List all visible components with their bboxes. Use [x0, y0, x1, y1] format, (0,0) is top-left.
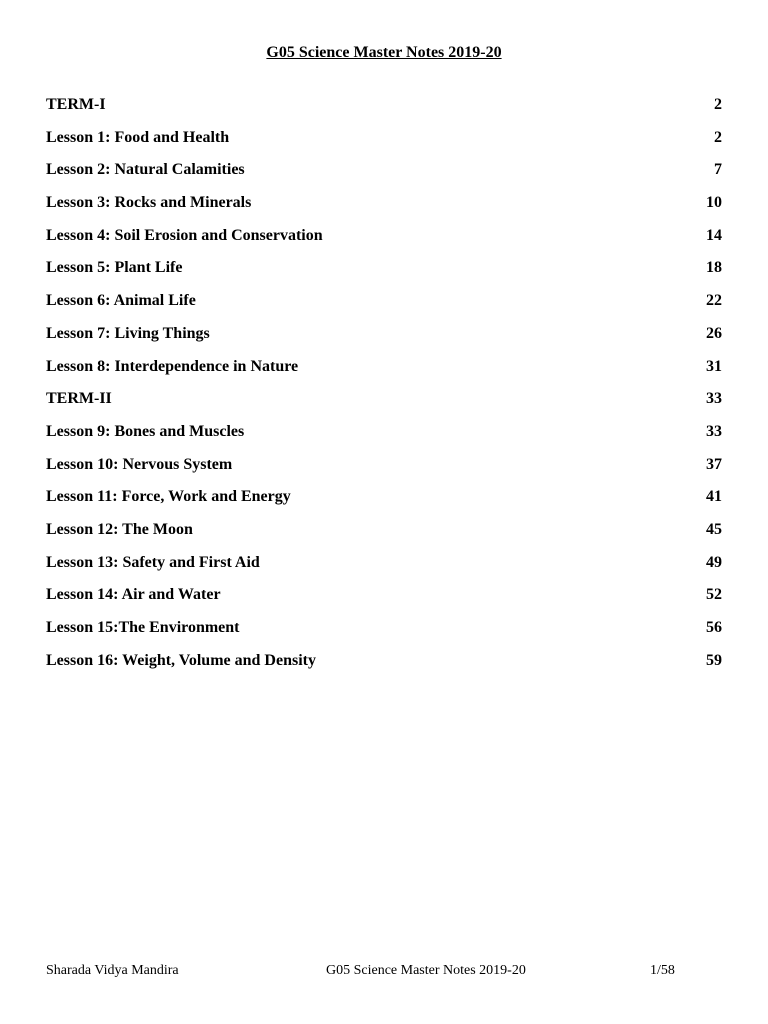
toc-entry-page: 52: [706, 586, 722, 604]
toc-entry-page: 14: [706, 226, 722, 244]
toc-entry-label: TERM-II: [46, 390, 112, 408]
toc-entry-page: 22: [706, 292, 722, 310]
toc-entry-label: Lesson 1: Food and Health: [46, 128, 230, 146]
document-title: G05 Science Master Notes 2019-20: [266, 44, 502, 61]
toc-entry-label: Lesson 11: Force, Work and Energy: [46, 488, 291, 506]
toc-entry-term-2[interactable]: [46, 389, 722, 422]
toc-entry-page: 59: [706, 651, 722, 669]
toc-entry-lesson-12[interactable]: [46, 520, 722, 553]
toc-entry-label: TERM-I: [46, 96, 106, 113]
toc-entry-lesson-4[interactable]: [46, 226, 722, 259]
table-of-contents: [46, 95, 722, 683]
toc-entry-page: 45: [706, 520, 722, 538]
toc-entry-label: Lesson 5: Plant Life: [46, 259, 183, 277]
toc-entry-label: Lesson 6: Animal Life: [46, 292, 196, 310]
toc-entry-page: 41: [706, 488, 722, 506]
toc-entry-lesson-5[interactable]: [46, 258, 722, 291]
toc-entry-label: Lesson 16: Weight, Volume and Density: [46, 651, 316, 669]
toc-entry-page: 7: [714, 161, 722, 179]
toc-entry-lesson-15[interactable]: [46, 618, 722, 651]
toc-entry-lesson-1[interactable]: [46, 128, 722, 161]
toc-entry-label: Lesson 10: Nervous System: [46, 455, 233, 473]
toc-entry-label: Lesson 2: Natural Calamities: [46, 161, 245, 179]
toc-entry-label: Lesson 13: Safety and First Aid: [46, 553, 260, 571]
toc-entry-term-1[interactable]: [46, 95, 722, 128]
toc-entry-page: 37: [706, 455, 722, 473]
toc-entry-lesson-10[interactable]: [46, 455, 722, 488]
toc-entry-label: Lesson 3: Rocks and Minerals: [46, 194, 252, 212]
toc-entry-page: 33: [706, 390, 722, 408]
footer-document-name: G05 Science Master Notes 2019-20: [326, 963, 526, 978]
toc-entry-lesson-6[interactable]: [46, 291, 722, 324]
footer-page-number: 1/58: [650, 963, 675, 978]
toc-entry-page: 10: [706, 194, 722, 212]
toc-entry-lesson-2[interactable]: [46, 160, 722, 193]
toc-entry-label: Lesson 15:The Environment: [46, 619, 240, 636]
footer-school-name: Sharada Vidya Mandira: [46, 963, 179, 978]
toc-entry-page: 18: [706, 259, 722, 277]
toc-entry-lesson-14[interactable]: [46, 585, 722, 618]
toc-entry-lesson-9[interactable]: [46, 422, 722, 455]
toc-entry-lesson-8[interactable]: [46, 357, 722, 390]
toc-entry-page: 31: [706, 357, 722, 375]
toc-entry-lesson-3[interactable]: [46, 193, 722, 226]
toc-entry-lesson-13[interactable]: [46, 553, 722, 586]
toc-entry-label: Lesson 4: Soil Erosion and Conservation: [46, 226, 323, 244]
toc-entry-lesson-7[interactable]: [46, 324, 722, 357]
toc-entry-lesson-11[interactable]: [46, 487, 722, 520]
toc-entry-label: Lesson 9: Bones and Muscles: [46, 422, 245, 440]
toc-entry-label: Lesson 8: Interdependence in Nature: [46, 357, 299, 375]
toc-entry-page: 2: [714, 96, 722, 113]
toc-entry-page: 56: [706, 619, 722, 636]
toc-entry-page: 33: [706, 422, 722, 440]
toc-entry-label: Lesson 14: Air and Water: [46, 586, 221, 604]
toc-entry-page: 26: [706, 324, 722, 342]
page-footer: [46, 961, 722, 981]
toc-entry-page: 49: [706, 553, 722, 571]
toc-entry-label: Lesson 7: Living Things: [46, 324, 210, 342]
toc-entry-label: Lesson 12: The Moon: [46, 520, 193, 538]
toc-entry-lesson-16[interactable]: [46, 651, 722, 684]
toc-entry-page: 2: [714, 128, 722, 146]
